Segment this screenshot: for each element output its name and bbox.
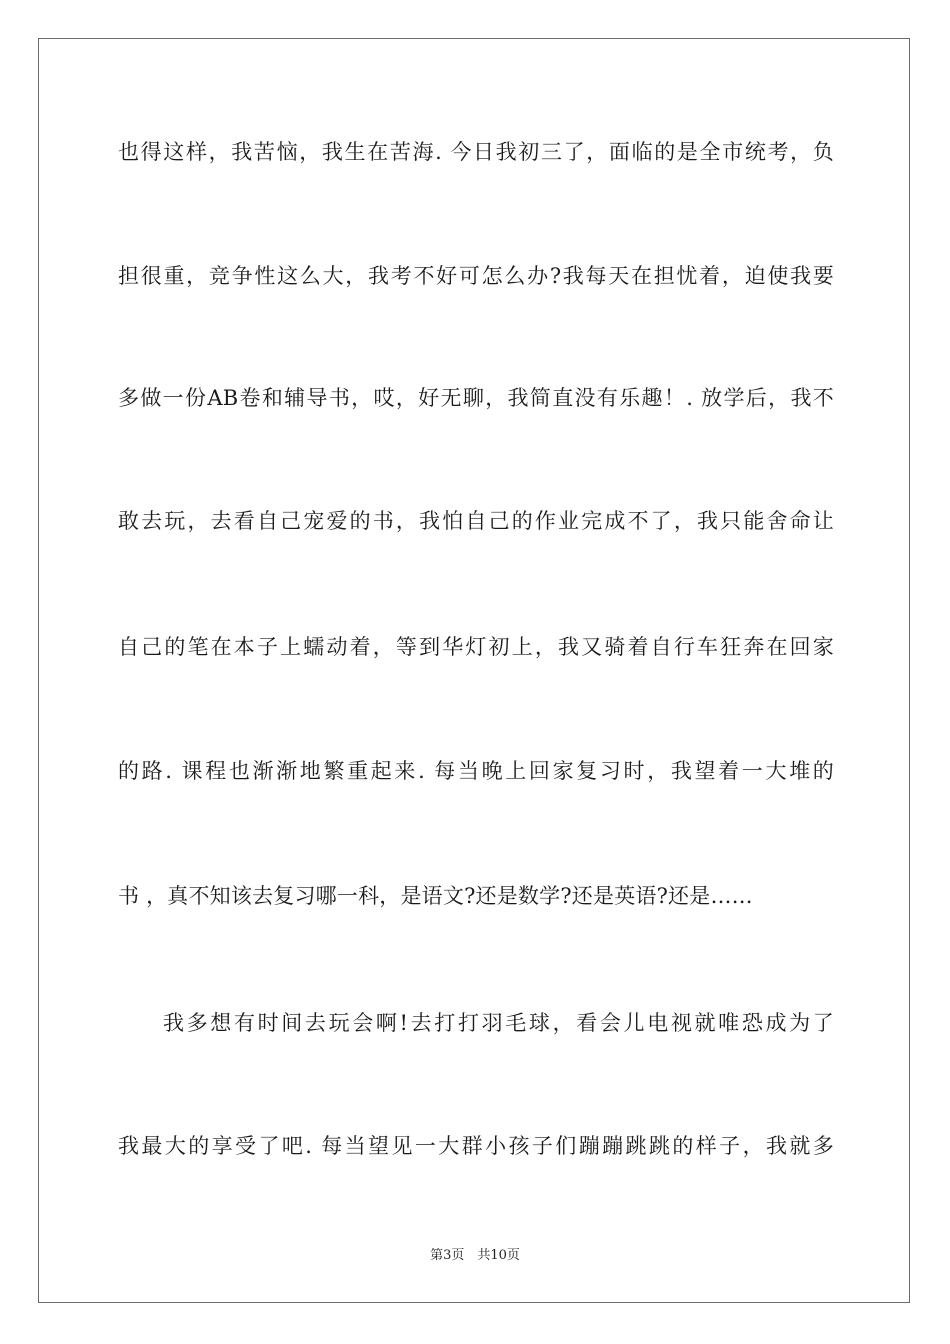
paragraph-first-line: 我多想有时间去玩会啊!去打打羽毛球，看会儿电视就唯恐成为了 [163,1011,834,1035]
text-line: 敢去玩，去看自己宠爱的书，我怕自己的作业完成不了，我只能舍命让 [118,509,834,533]
text-line: 自己的笔在本子上蠕动着，等到华灯初上，我又骑着自行车狂奔在回家 [118,635,834,659]
text-line: 书 ，真不知该去复习哪一科，是语文?还是数学?还是英语?还是…… [118,884,753,908]
text-line: 担很重，竞争性这么大，我考不好可怎么办?我每天在担忧着，迫使我要 [118,264,834,288]
text-line: 也得这样，我苦恼，我生在苦海. 今日我初三了，面临的是全市统考，负 [118,140,834,164]
page-border [38,38,910,1303]
text-line: 我最大的享受了吧. 每当望见一大群小孩子们蹦蹦跳跳的样子，我就多 [118,1134,834,1158]
text-line: 的路. 课程也渐渐地繁重起来. 每当晚上回家复习时，我望着一大堆的 [118,759,834,783]
text-line: 多做一份AB卷和辅导书，哎，好无聊，我简直没有乐趣！. 放学后，我不 [118,386,834,410]
page-number: 第3页 共10页 [430,1248,520,1263]
